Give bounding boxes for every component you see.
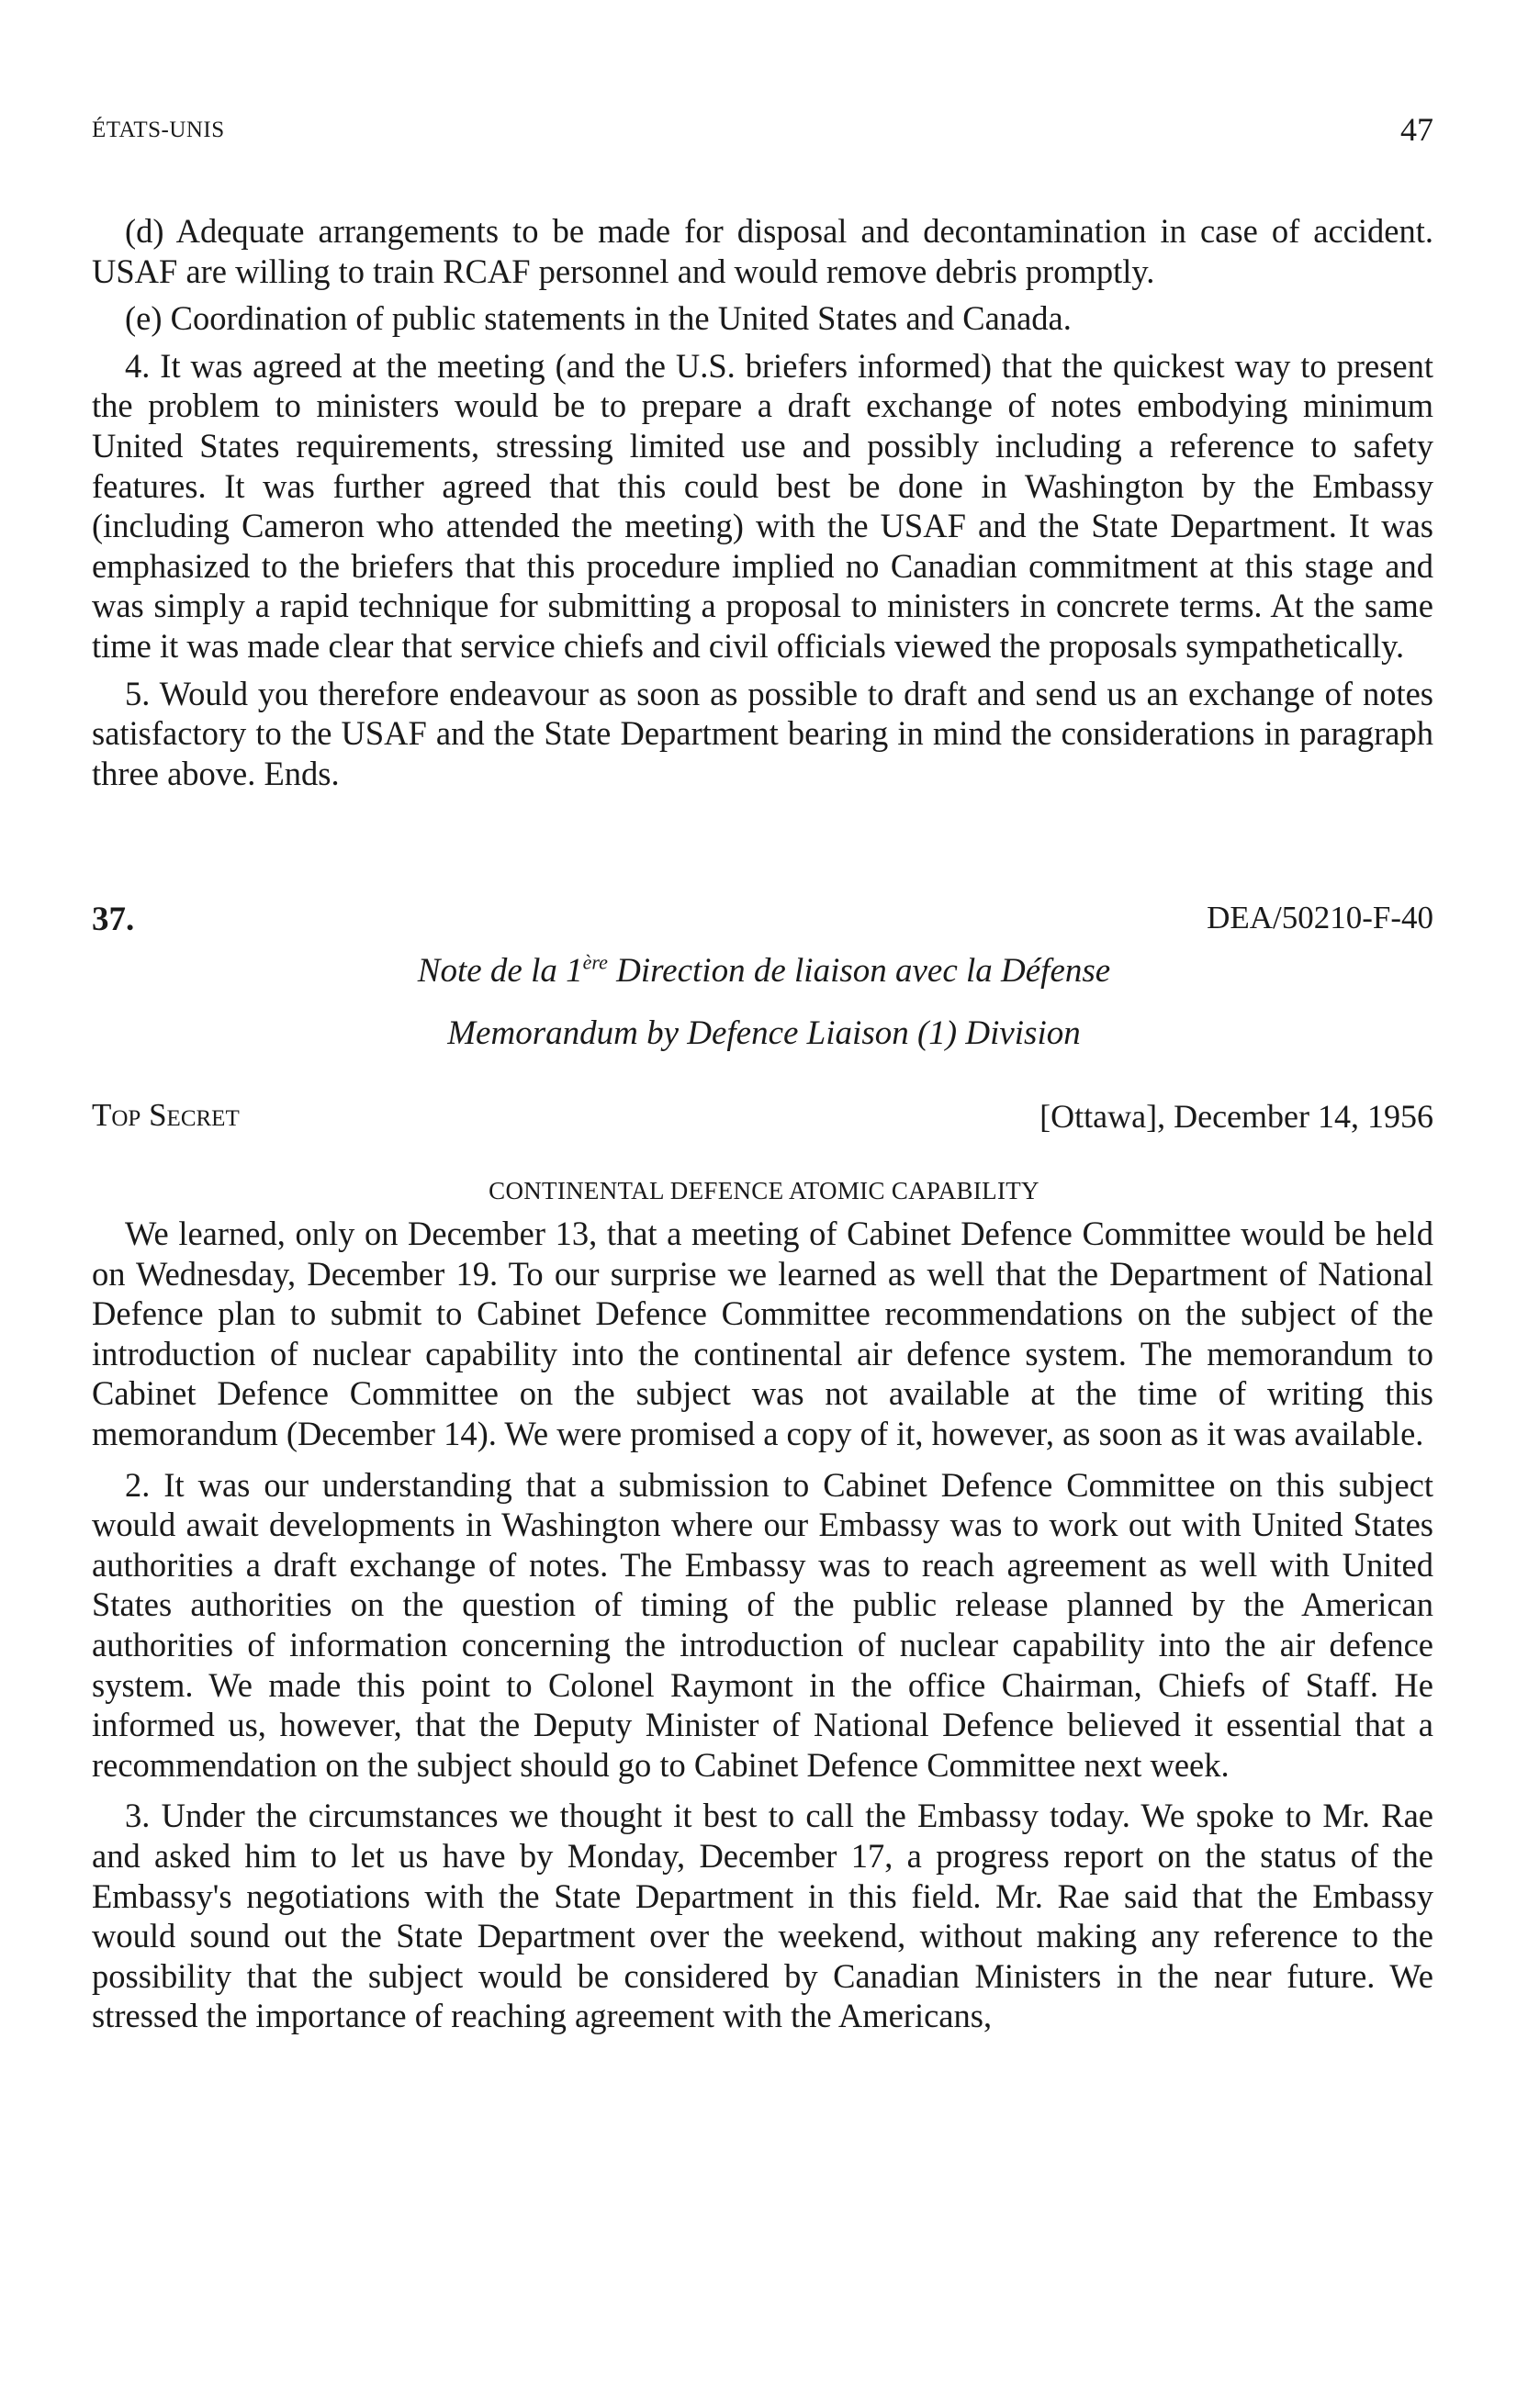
title-french-start: Note de la 1 <box>417 952 583 990</box>
continued-text <box>92 211 1433 793</box>
paragraph-5: 5. Would you therefore endeavour as soon as possible to draft and send us an exchange of notes satisfactory to the USAF and the State Department bearing in mind the considerations in paragraph three above. Ends. <box>92 674 1433 792</box>
paragraph-4: 4. It was agreed at the meeting (and the U.S. briefers informed) that the quickest way to present the problem to ministers would be to prepare a draft exchange of notes embodying minimum United States requirements, stressing limited use and possibly including a reference to safety features. It was further agreed that this could best be done in Washington by the Embassy (including Cameron who attended the meeting) with the USAF and the State Department. It was emphasized to the briefers that this procedure implied no Canadian commitment at this stage and was simply a rapid technique for submitting a proposal to ministers in concrete terms. At the same time it was made clear that service chiefs and civil officials viewed the proposals sympathetically. <box>92 346 1433 665</box>
page-header <box>92 110 1433 147</box>
title-french <box>0 951 1528 991</box>
paragraph-d: (d) Adequate arrangements to be made for disposal and decontamination in case of accident. USAF are willing to train RCAF personnel and would remove debris promptly. <box>92 212 1433 290</box>
memo-paragraph-1: We learned, only on December 13, that a meeting of Cabinet Defence Committee would be held on Wednesday, December 19. To our surprise we learned as well that the Department of National Defence plan to submit to Cabinet Defence Committee recommendations on the subject of the introduction of nuclear capability into the continental air defence system. The memorandum to Cabinet Defence Committee on the subject was not available at the time of writing this memorandum (December 14). We were promised a copy of it, however, as soon as it was available. <box>92 1215 1433 1452</box>
file-reference: DEA/50210-F-40 <box>1207 900 1433 935</box>
title-french-superscript: ère <box>582 950 608 974</box>
memo-paragraph-2: 2. It was our understanding that a submission to Cabinet Defence Committee on this subject would await developments in Washington where our Embassy was to work out with United States authorities a draft exchange of notes. The Embassy was to reach agreement as well with United States authorities on the question of timing of the public release planned by the American authorities of information concerning the introduction of nuclear capability into the air defence system. We made this point to Colonel Raymont in the office Chairman, Chiefs of Staff. He informed us, however, that the Deputy Minister of National Defence believed it essential that a recommendation on the subject should go to Cabinet Defence Committee next week. <box>92 1465 1433 1784</box>
paragraph-e: (e) Coordination of public statements in the United States and Canada. <box>125 299 1072 338</box>
title-french-end: Direction de liaison avec la Défense <box>607 952 1111 990</box>
running-head: ÉTATS-UNIS <box>92 118 225 142</box>
dateline: [Ottawa], December 14, 1956 <box>1039 1098 1433 1135</box>
memo-paragraph-3: 3. Under the circumstances we thought it best to call the Embassy today. We spoke to Mr. Rae and asked him to let us have by Monday, December 17, a progress report on the status of the Embassy's negotiations with the State Department in this field. Mr. Rae said that the Embassy would sound out the State Department over the weekend, without making any reference to the possibility that the subject would be considered by Canadian Ministers in the near future. We stressed the importance of reaching agreement with the Americans, <box>92 1797 1433 2035</box>
page-number: 47 <box>1400 111 1433 148</box>
subject-heading: CONTINENTAL DEFENCE ATOMIC CAPABILITY <box>489 1177 1039 1204</box>
security-classification: Top Secret <box>92 1097 240 1133</box>
memorandum-body <box>92 1214 1433 2036</box>
title-english: Memorandum by Defence Liaison (1) Division <box>447 1014 1081 1052</box>
document-number: 37. <box>92 901 135 938</box>
